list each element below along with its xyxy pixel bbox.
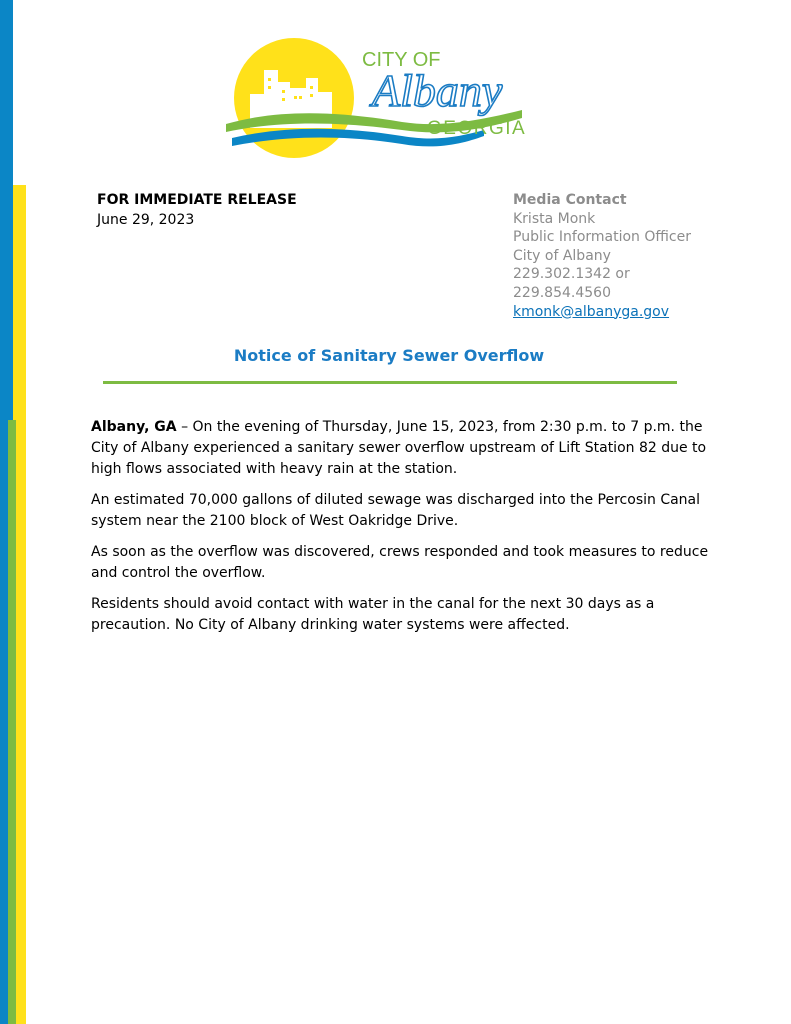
- press-release-body: [91, 417, 711, 646]
- logo-georgia-text: GEORGIA: [427, 118, 527, 139]
- media-contact-title: Media Contact: [513, 192, 627, 208]
- logo-albany-text: Albany: [372, 65, 503, 116]
- logo-city-of-text: CITY OF: [362, 49, 441, 71]
- left-accent-bar-green: [8, 420, 16, 1024]
- title-divider: [103, 381, 677, 384]
- contact-phone-1: 229.302.1342 or: [513, 266, 630, 283]
- contact-name: Krista Monk: [513, 210, 596, 227]
- paragraph-1: [91, 417, 711, 480]
- dateline: Albany, GA: [91, 419, 177, 435]
- contact-email-link[interactable]: kmonk@albanyga.gov: [513, 303, 670, 320]
- city-of-albany-logo: [222, 36, 562, 161]
- media-contact-block: [513, 191, 691, 321]
- contact-phone-2: 229.854.4560: [513, 284, 611, 301]
- paragraph-1-text: – On the evening of Thursday, June 15, 2023, from 2:30 p.m. to 7 p.m. the City of Albany experienced a sanitary sewer overflow upstream of Lift Station 82 due to high flows associated with heavy rain at the station.: [91, 419, 707, 477]
- notice-title: Notice of Sanitary Sewer Overflow: [233, 346, 545, 365]
- paragraph-4: Residents should avoid contact with water in the canal for the next 30 days as a precaution. No City of Albany drinking water systems were affected.: [91, 596, 655, 633]
- contact-role: Public Information Officer: [513, 229, 691, 246]
- release-heading: FOR IMMEDIATE RELEASE: [97, 192, 297, 208]
- contact-org: City of Albany: [513, 247, 611, 264]
- paragraph-2: An estimated 70,000 gallons of diluted sewage was discharged into the Percosin Canal system near the 2100 block of West Oakridge Drive.: [91, 492, 701, 529]
- paragraph-3: As soon as the overflow was discovered, crews responded and took measures to reduce and control the overflow.: [91, 544, 709, 581]
- release-date: June 29, 2023: [97, 212, 195, 228]
